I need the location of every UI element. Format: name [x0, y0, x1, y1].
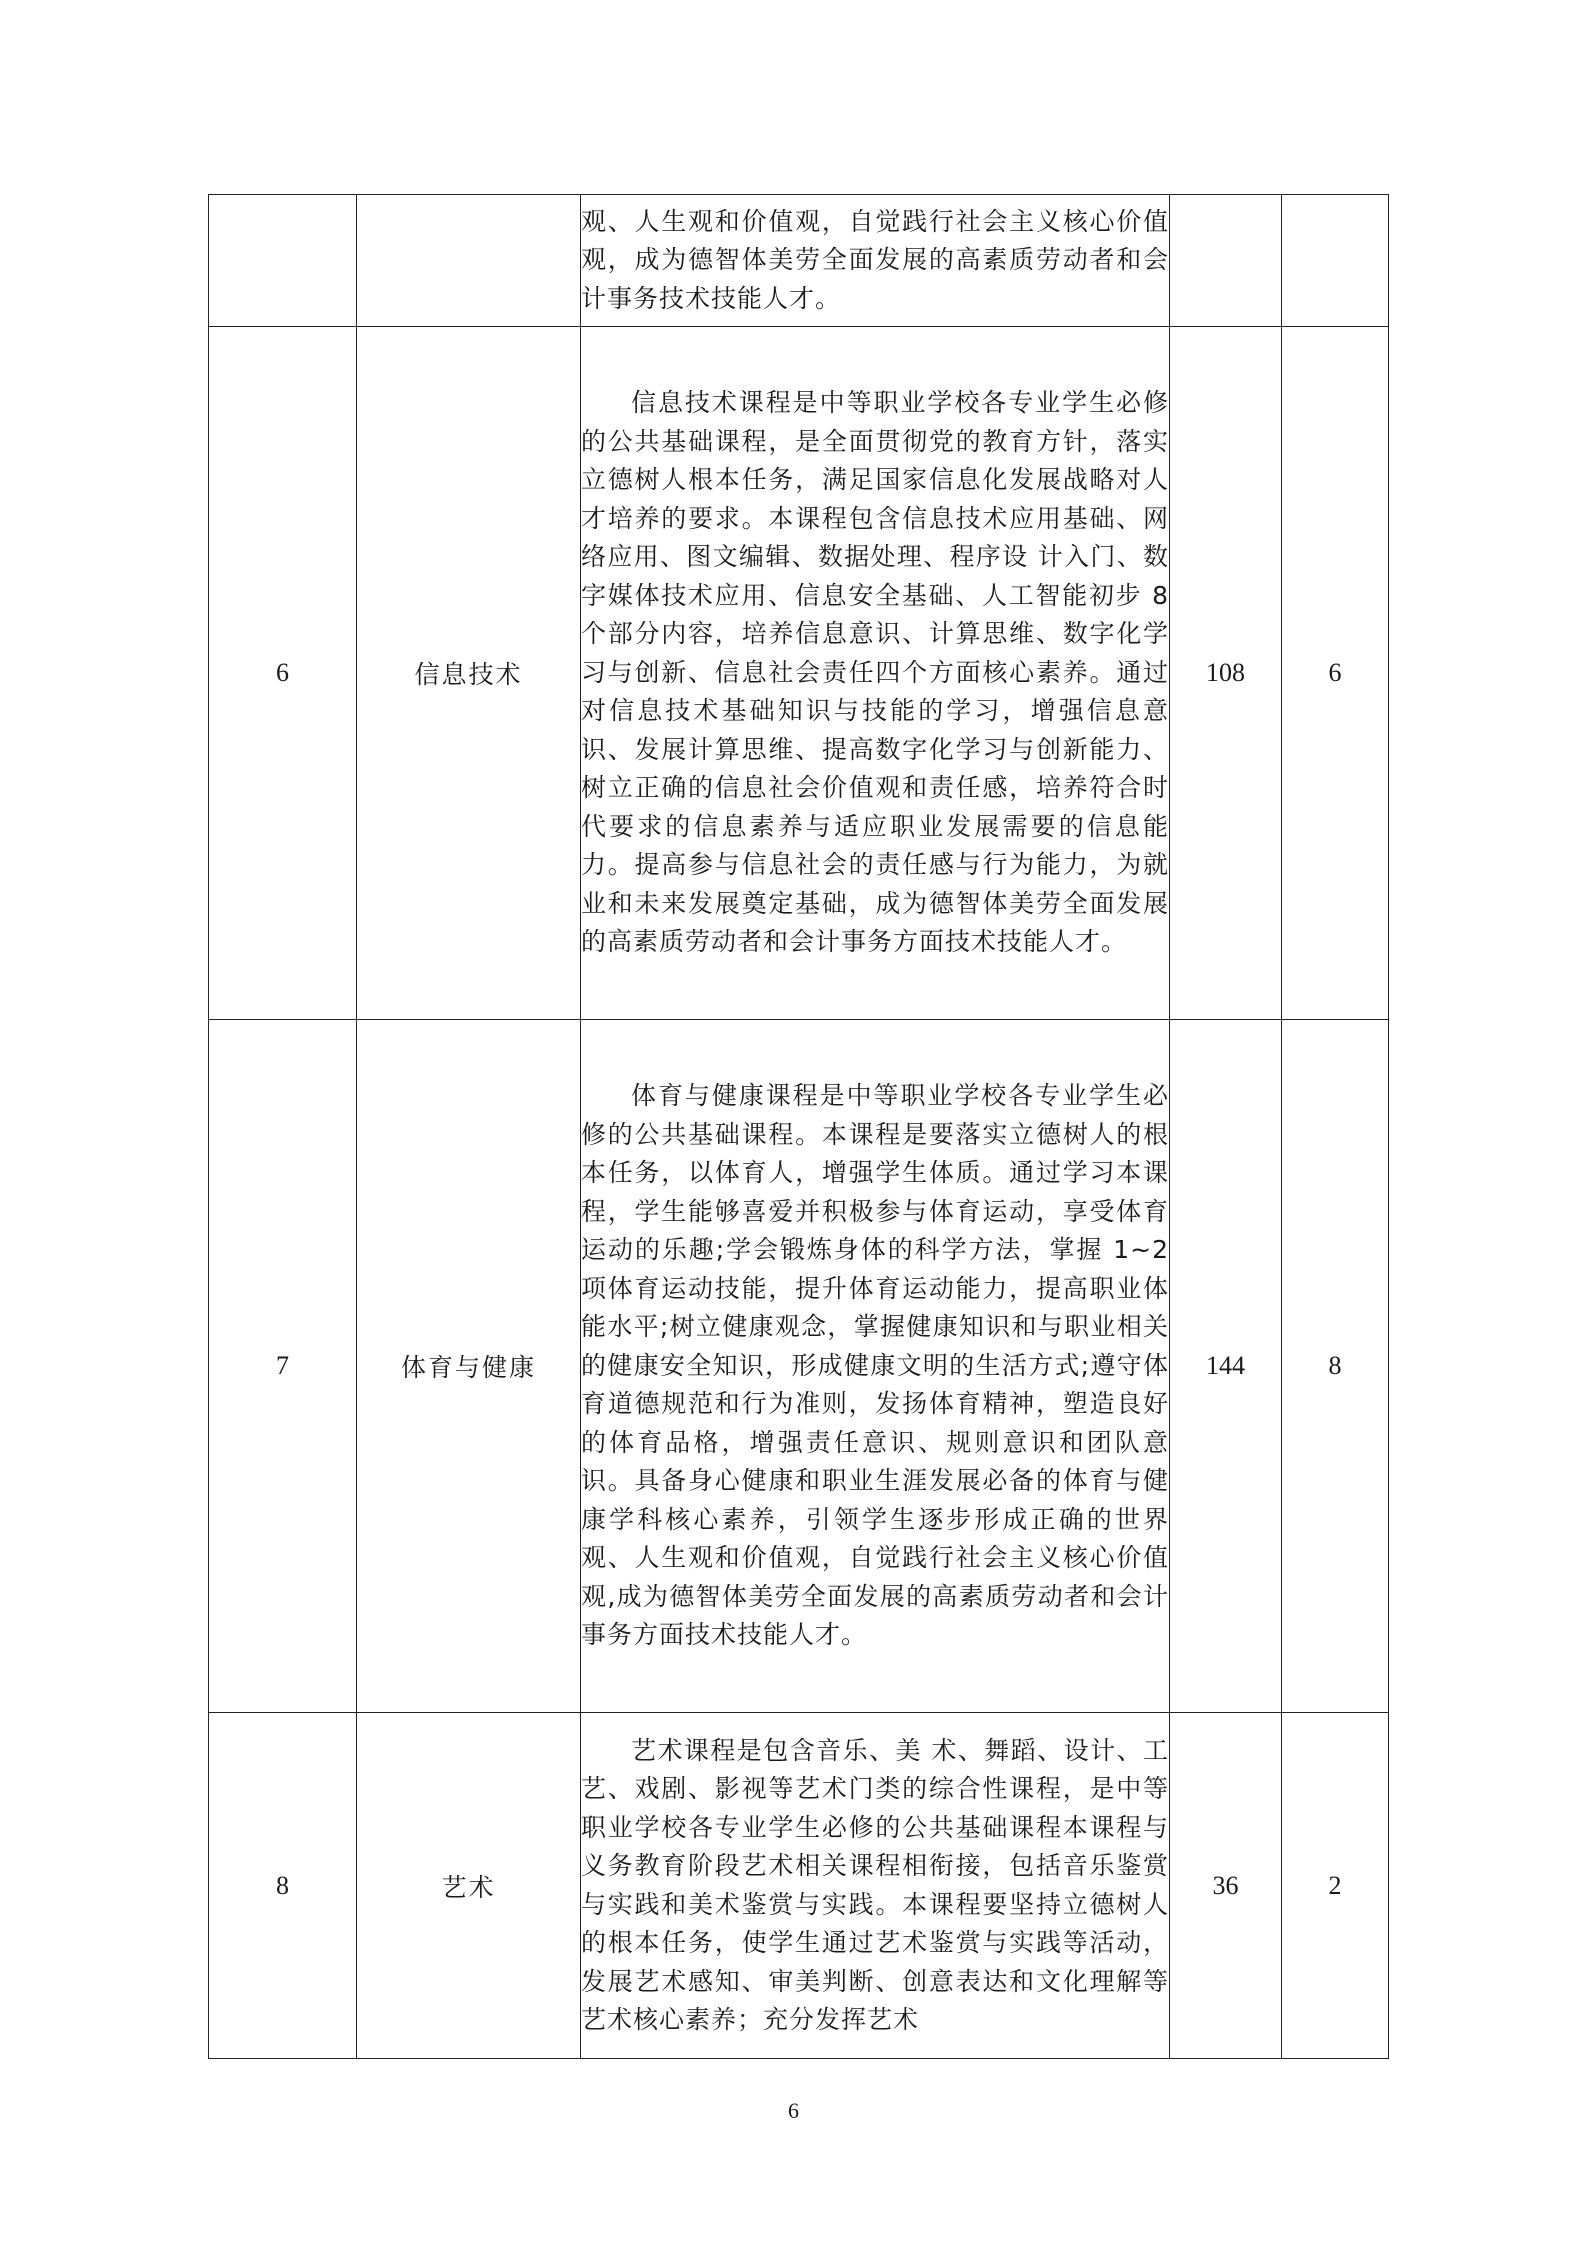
course-number-cell [209, 195, 357, 327]
course-description-text: 体育与健康课程是中等职业学校各专业学生必修的公共基础课程。本课程是要落实立德树人的根本任务，以体育人，增强学生体质。通过学习本课程，学生能够喜爱并积极参与体育运动，享受体育运动的乐趣;学会锻炼身体的科学方法，掌握 1~2 项体育运动技能，提升体育运动能力，提高职业体能水平;树立健康观念，掌握健康知识和与职业相关的健康安全知识，形成健康文明的生活方式;遵守体育道德规范和行为准则，发扬体育精神，塑造良好的体育品格，增强责任意识、规则意识和团队意识。具备身心健康和职业生涯发展必备的体育与健康学科核心素养，引领学生逐步形成正确的世界观、人生观和价值观，自觉践行社会主义核心价值观,成为德智体美劳全面发展的高素质劳动者和会计事务方面技术技能人才。 [581, 1081, 1169, 1650]
course-hours-cell: 144 [1170, 1020, 1282, 1713]
course-credits-cell [1282, 195, 1389, 327]
course-name-cell: 艺术 [357, 1713, 581, 2059]
course-description-cell [581, 195, 1170, 327]
course-hours-cell: 36 [1170, 1713, 1282, 2059]
course-name-cell: 信息技术 [357, 327, 581, 1020]
course-table [208, 194, 1389, 2059]
course-description-text: 艺术课程是包含音乐、美 术、舞蹈、设计、工艺、戏剧、影视等艺术门类的综合性课程，是中等职业学校各专业学生必修的公共基础课程本课程与义务教育阶段艺术相关课程相衔接，包括音乐鉴赏与实践和美术鉴赏与实践。本课程要坚持立德树人的根本任务，使学生通过艺术鉴赏与实践等活动，发展艺术感知、审美判断、创意表达和文化理解等艺术核心素养；充分发挥艺术 [581, 1735, 1169, 2034]
course-credits-cell: 8 [1282, 1020, 1389, 1713]
course-name-cell [357, 195, 581, 327]
course-number-cell: 6 [209, 327, 357, 1020]
course-description-text: 信息技术课程是中等职业学校各专业学生必修的公共基础课程，是全面贯彻党的教育方针，落实立德树人根本任务，满足国家信息化发展战略对人才培养的要求。本课程包含信息技术应用基础、网络应用、图文编辑、数据处理、程序设 计入门、数字媒体技术应用、信息安全基础、人工智能初步 8 个部分内容，培养信息意识、计算思维、数字化学习与创新、信息社会责任四个方面核心素养。通过对信息技术基础知识与技能的学习，增强信息意识、发展计算思维、提高数字化学习与创新能力、树立正确的信息社会价值观和责任感，培养符合时代要求的信息素养与适应职业发展需要的信息能力。提高参与信息社会的责任感与行为能力，为就业和未来发展奠定基础，成为德智体美劳全面发展的高素质劳动者和会计事务方面技术技能人才。 [581, 388, 1169, 957]
table-row [209, 1020, 1389, 1713]
course-description-cell [581, 1713, 1170, 2059]
course-number-cell: 7 [209, 1020, 357, 1713]
page-number: 6 [788, 2098, 799, 2123]
course-credits-cell: 2 [1282, 1713, 1389, 2059]
course-credits-cell: 6 [1282, 327, 1389, 1020]
course-hours-cell [1170, 195, 1282, 327]
course-description-text: 观、人生观和价值观，自觉践行社会主义核心价值观，成为德智体美劳全面发展的高素质劳动者和会计事务技术技能人才。 [581, 206, 1169, 313]
course-description-cell [581, 327, 1170, 1020]
course-name-cell: 体育与健康 [357, 1020, 581, 1713]
course-number-cell: 8 [209, 1713, 357, 2059]
course-description-cell [581, 1020, 1170, 1713]
table-row [209, 327, 1389, 1020]
course-hours-cell: 108 [1170, 327, 1282, 1020]
table-row [209, 1713, 1389, 2059]
table-row [209, 195, 1389, 327]
